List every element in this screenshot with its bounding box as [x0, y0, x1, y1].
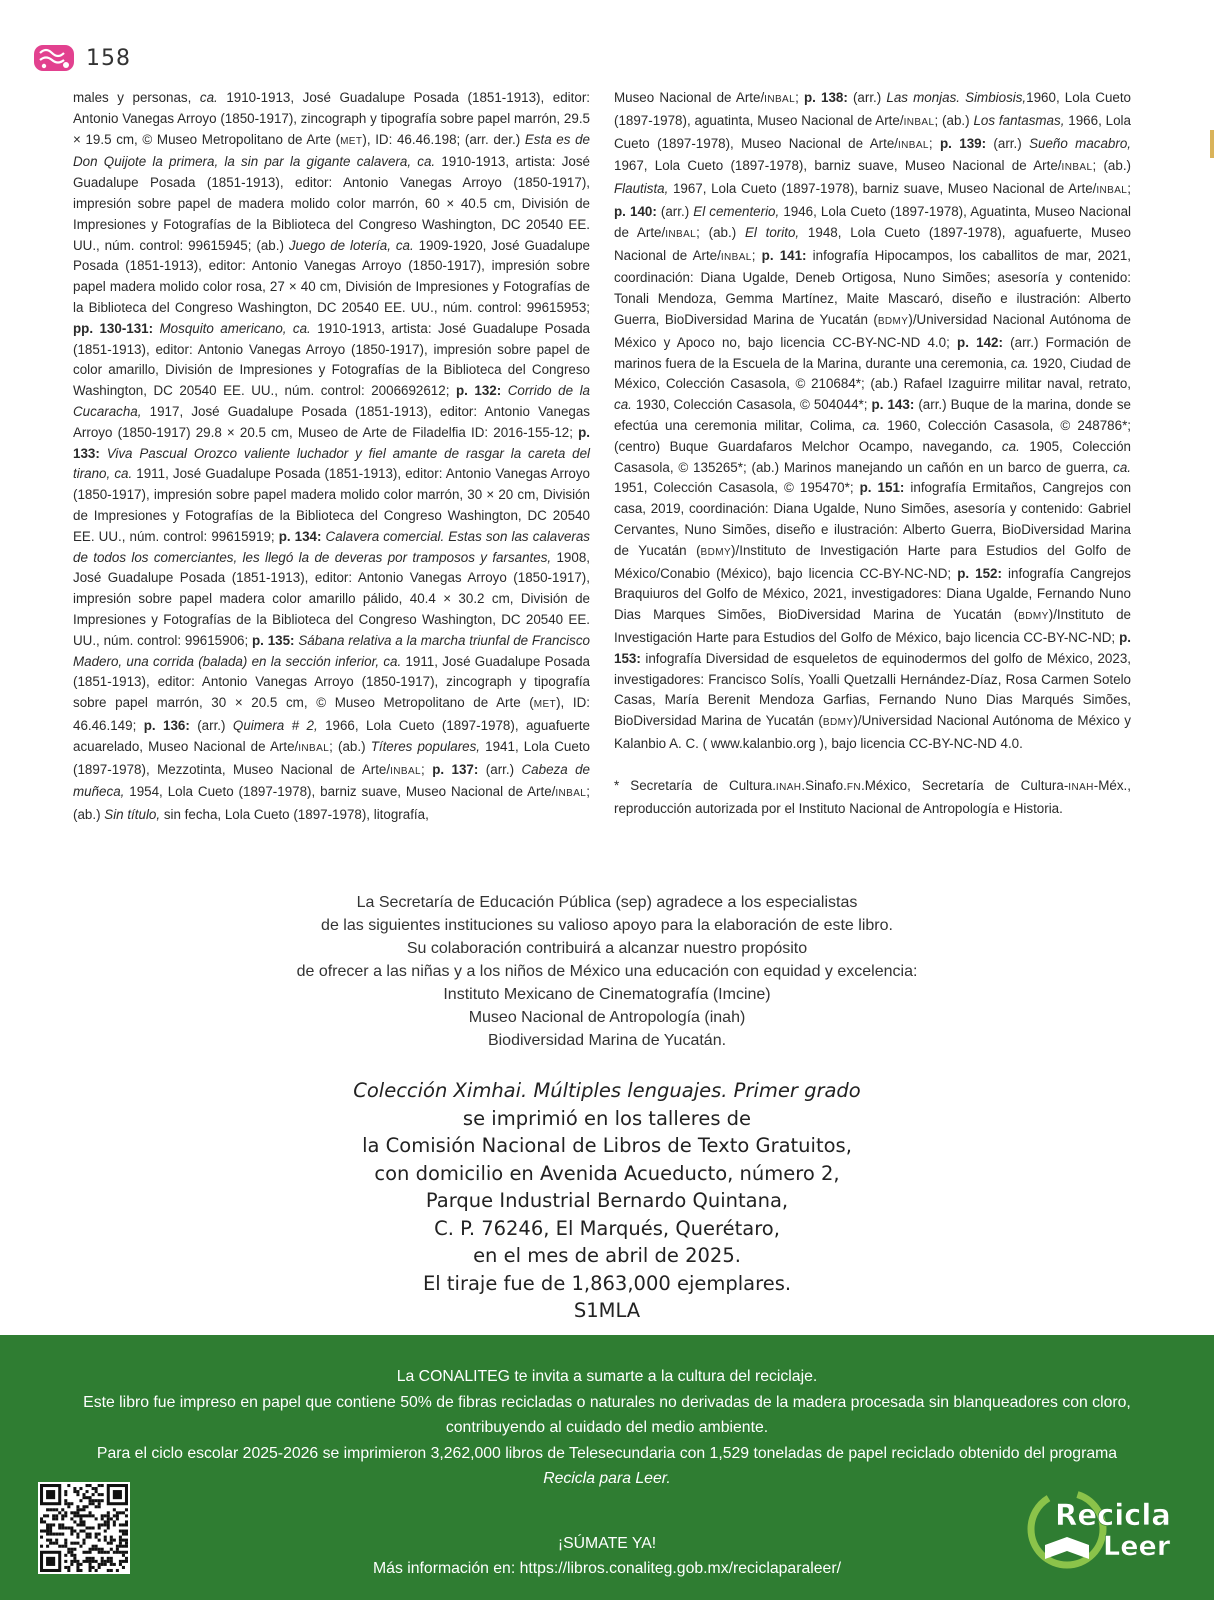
logo-text-leer: Leer — [1103, 1531, 1171, 1562]
thanks-line: Museo Nacional de Antropología (inah) — [468, 1009, 746, 1026]
more-info-link[interactable]: Más información en: https://libros.conaliteg.gob.mx/reciclaparaleer/ — [373, 1560, 841, 1577]
pink-glyph-logo-icon — [32, 41, 76, 75]
credits-paragraph: males y personas, ca. 1910-1913, José Guadalupe Posada (1851-1913), editor: Antonio Vanegas Arroyo (1850-1917), zincograph y tipografía sobre papel marrón, 29.5 × 19.5 cm, © Museo Metropolitano de Arte (MET), ID: 46.46.198; (arr. der.) Esta es de Don Quijote la primera, la sin par la gigante calavera, ca. 1910-1913, artista: José Guadalupe Posada (1851-1913), editor: Antonio Vanegas Arroyo (1850-1917), impresión sobre papel de madera molido color marrón, 60 × 40.5 cm, División de Impresiones y Fotografías de la Biblioteca del Congreso Washington, DC 20540 EE. UU., núm. control: 99615945; (ab.) Juego de lotería, ca. 1909-1920, José Guadalupe Posada (1851-1913), editor: Antonio Vanegas Arroyo (1850-1917), impresión sobre papel madera molido color rosa, 27 × 40 cm, División de Impresiones y Fotografías de la Biblioteca del Congreso Washington, DC 20540 EE. UU., núm. control: 99615953; pp. 130-131: Mosquito americano, ca. 1910-1913, artista: José Guadalupe Posada (1851-1913), editor: Antonio Vanegas Arroyo (1850-1917), impresión sobre papel de color amarillo, División de Impresiones y Fotografías de la Biblioteca del Congreso Washington, DC 20540 EE. UU., núm. control: 2006692612; p. 132: Corrido de la Cucaracha, 1917, José Guadalupe Posada (1851-1913), editor: Antonio Vanegas Arroyo (1850-1917) 29.8 × 20.5 cm, Museo de Arte de Filadelfia ID: 2016-155-12; p. 133: Viva Pascual Orozco valiente luchador y fiel amante de rasgar la careta del tirano, ca. 1911, José Guadalupe Posada (1851-1913), editor: Antonio Vanegas Arroyo (1850-1917), impresión sobre papel madera molido color marrón, 30 × 20 cm, División de Impresiones y Fotografías de la Biblioteca del Congreso Washington, DC 20540 EE. UU., núm. control: 99615919; p. 134: Calavera comercial. Estas son las calaveras de todos los comerciantes, les llegó la de deveras por tramposos y farsantes, 1908, José Guadalupe Posada (1851-1913), editor: Antonio Vanegas Arroyo (1850-1917), impresión sobre papel madera color amarillo pálido, 40.4 × 30.2 cm, División de Impresiones y Fotografías de la Biblioteca del Congreso Washington, DC 20540 EE. UU., núm. control: 99615906; p. 135: Sábana relativa a la marcha triunfal de Francisco Madero, una corrida (balada) en la sección inferior, ca. 1911, José Guadalupe Posada (1851-1913), editor: Antonio Vanegas Arroyo (1850-1917), zincograph y tipografía sobre papel marrón, 30 × 20.5 cm, © Museo Metropolitano de Arte (MET), ID: 46.46.149; p. 136: (arr.) Quimera # 2, 1966, Lola Cueto (1897-1978), aguafuerte acuarelado, Museo Nacional de Arte/INBAL; (ab.) Títeres populares, 1941, Lola Cueto (1897-1978), Mezzotinta, Museo Nacional de Arte/INBAL; p. 137: (arr.) Cabeza de muñeca, 1954, Lola Cueto (1897-1978), barniz suave, Museo Nacional de Arte/INBAL; (ab.) Sin título, sin fecha, Lola Cueto (1897-1978), litografía, — [73, 90, 591, 823]
credits-paragraph: * Secretaría de Cultura.INAH.Sinafo.FN.México, Secretaría de Cultura-INAH-Méx., reproducción autorizada por el Instituto Nacional de Antropología e Historia. — [614, 777, 1131, 816]
cta-text: ¡SÚMATE YA! — [557, 1535, 657, 1552]
colophon-title: Colección Ximhai. Múltiples lenguajes. Primer grado — [353, 1079, 861, 1102]
thanks-line: de las siguientes instituciones su valioso apoyo para la elaboración de este libro. — [321, 917, 893, 934]
thanks-line: de ofrecer a las niñas y a los niños de México una educación con equidad y excelencia: — [296, 963, 918, 980]
banner-line: contribuyendo al cuidado del medio ambiente. — [445, 1419, 769, 1436]
colophon-line: se imprimió en los talleres de — [462, 1106, 752, 1130]
page-header — [32, 38, 131, 78]
colophon-line: El tiraje fue de 1,863,000 ejemplares. — [422, 1271, 792, 1295]
recycling-banner — [0, 1335, 1214, 1600]
logo-text-recicla: Recicla — [1055, 1498, 1171, 1532]
colophon-code: S1MLA — [573, 1299, 641, 1322]
page-number: 158 — [86, 45, 131, 71]
thanks-line: Biodiversidad Marina de Yucatán. — [487, 1032, 727, 1049]
acknowledgements — [0, 891, 1214, 1052]
thanks-line: Instituto Mexicano de Cinematografía (Imcine) — [443, 986, 771, 1003]
colophon-line: con domicilio en Avenida Acueducto, número 2, — [374, 1161, 840, 1185]
edge-rule — [1210, 130, 1214, 158]
thanks-line: Su colaboración contribuirá a alcanzar nuestro propósito — [406, 940, 808, 957]
credits-column-left — [73, 88, 590, 826]
credits-paragraph: Museo Nacional de Arte/INBAL; p. 138: (arr.) Las monjas. Simbiosis,1960, Lola Cueto (1897-1978), aguatinta, Museo Nacional de Arte/INBAL; (ab.) Los fantasmas, 1966, Lola Cueto (1897-1978), Museo Nacional de Arte/INBAL; p. 139: (arr.) Sueño macabro, 1967, Lola Cueto (1897-1978), barniz suave, Museo Nacional de Arte/INBAL; (ab.) Flautista, 1967, Lola Cueto (1897-1978), barniz suave, Museo Nacional de Arte/INBAL; p. 140: (arr.) El cementerio, 1946, Lola Cueto (1897-1978), Aguatinta, Museo Nacional de Arte/INBAL; (ab.) El torito, 1948, Lola Cueto (1897-1978), aguafuerte, Museo Nacional de Arte/INBAL; p. 141: infografía Hipocampos, los caballitos de mar, 2021, coordinación: Diana Ugalde, Deneb Ortigosa, Nuno Simões; asesoría y contenido: Tonali Mendoza, Gemma Martínez, Maite Mascaró, diseño e ilustración: Alberto Guerra, BioDiversidad Marina de Yucatán (BDMY)/Universidad Nacional Autónoma de México y Apoco no, bajo licencia CC-BY-NC-ND 4.0; p. 142: (arr.) Formación de marinos fuera de la Escuela de la Marina, durante una ceremonia, ca. 1920, Ciudad de México, Colección Casasola, © 210684*; (ab.) Rafael Izaguirre militar naval, retrato, ca. 1930, Colección Casasola, © 504044*; p. 143: (arr.) Buque de la marina, donde se efectúa una ceremonia militar, Colima, ca. 1960, Colección Casasola, © 248786*; (centro) Buque Guardafaros Melchor Ocampo, navegando, ca. 1905, Colección Casasola, © 135265*; (ab.) Marinos manejando un cañón en un barco de guerra, ca. 1951, Colección Casasola, © 195470*; p. 151: infografía Ermitaños, Cangrejos con casa, 2019, coordinación: Diana Ugalde, Nuno Simões, asesoría y contenido: Gabriel Cervantes, Nuno Simões, diseño e ilustración: Alberto Guerra, BioDiversidad Marina de Yucatán (BDMY)/Instituto de Investigación Harte para Estudios del Golfo de México/Conabio (México), bajo licencia CC-BY-NC-ND; p. 152: infografía Cangrejos Braquiuros del Golfo de México, 2021, investigadores: Diana Ugalde, Fernando Nuno Dias Marques Simões, BioDiversidad Marina de Yucatán (BDMY)/Instituto de Investigación Harte para Estudios del Golfo de México, bajo licencia CC-BY-NC-ND; p. 153: infografía Diversidad de esqueletos de equinodermos del golfo de México, 2023, investigadores: Francisco Solís, Yoalli Quetzalli Hernández-Díaz, Rosa Carmen Sotelo Casas, María Berenit Mendoza Garfias, Fernando Nuno Dias Marqués Simões, BioDiversidad Marina de Yucatán (BDMY)/Universidad Nacional Autónoma de México y Kalanbio A. C. ( www.kalanbio.org ), bajo licencia CC-BY-NC-ND 4.0. — [614, 90, 1132, 751]
recicla-para-leer-logo-icon — [1025, 1485, 1185, 1571]
banner-line: La CONALITEG te invita a sumarte a la cultura del reciclaje. — [396, 1368, 818, 1385]
colophon-line: en el mes de abril de 2025. — [473, 1244, 741, 1267]
colophon-line: Parque Industrial Bernardo Quintana, — [425, 1189, 789, 1212]
banner-line: Para el ciclo escolar 2025-2026 se imprimieron 3,262,000 libros de Telesecundaria con 1,529 toneladas de papel reciclado obtenido del programa — [96, 1444, 1118, 1462]
program-name: Recicla para Leer. — [543, 1470, 671, 1487]
qr-code-icon[interactable] — [38, 1482, 130, 1574]
colophon-line: C. P. 76246, El Marqués, Querétaro, — [434, 1216, 780, 1240]
banner-line: Este libro fue impreso en papel que contiene 50% de fibras recicladas o naturales no derivadas de la madera procesada sin blanqueadores con cloro, — [83, 1393, 1131, 1411]
colophon-line: la Comisión Nacional de Libros de Texto Gratuitos, — [362, 1134, 852, 1157]
thanks-line: La Secretaría de Educación Pública (sep) agradece a los especialistas — [356, 894, 858, 911]
colophon — [0, 1077, 1214, 1325]
credits-column-right — [614, 88, 1131, 819]
